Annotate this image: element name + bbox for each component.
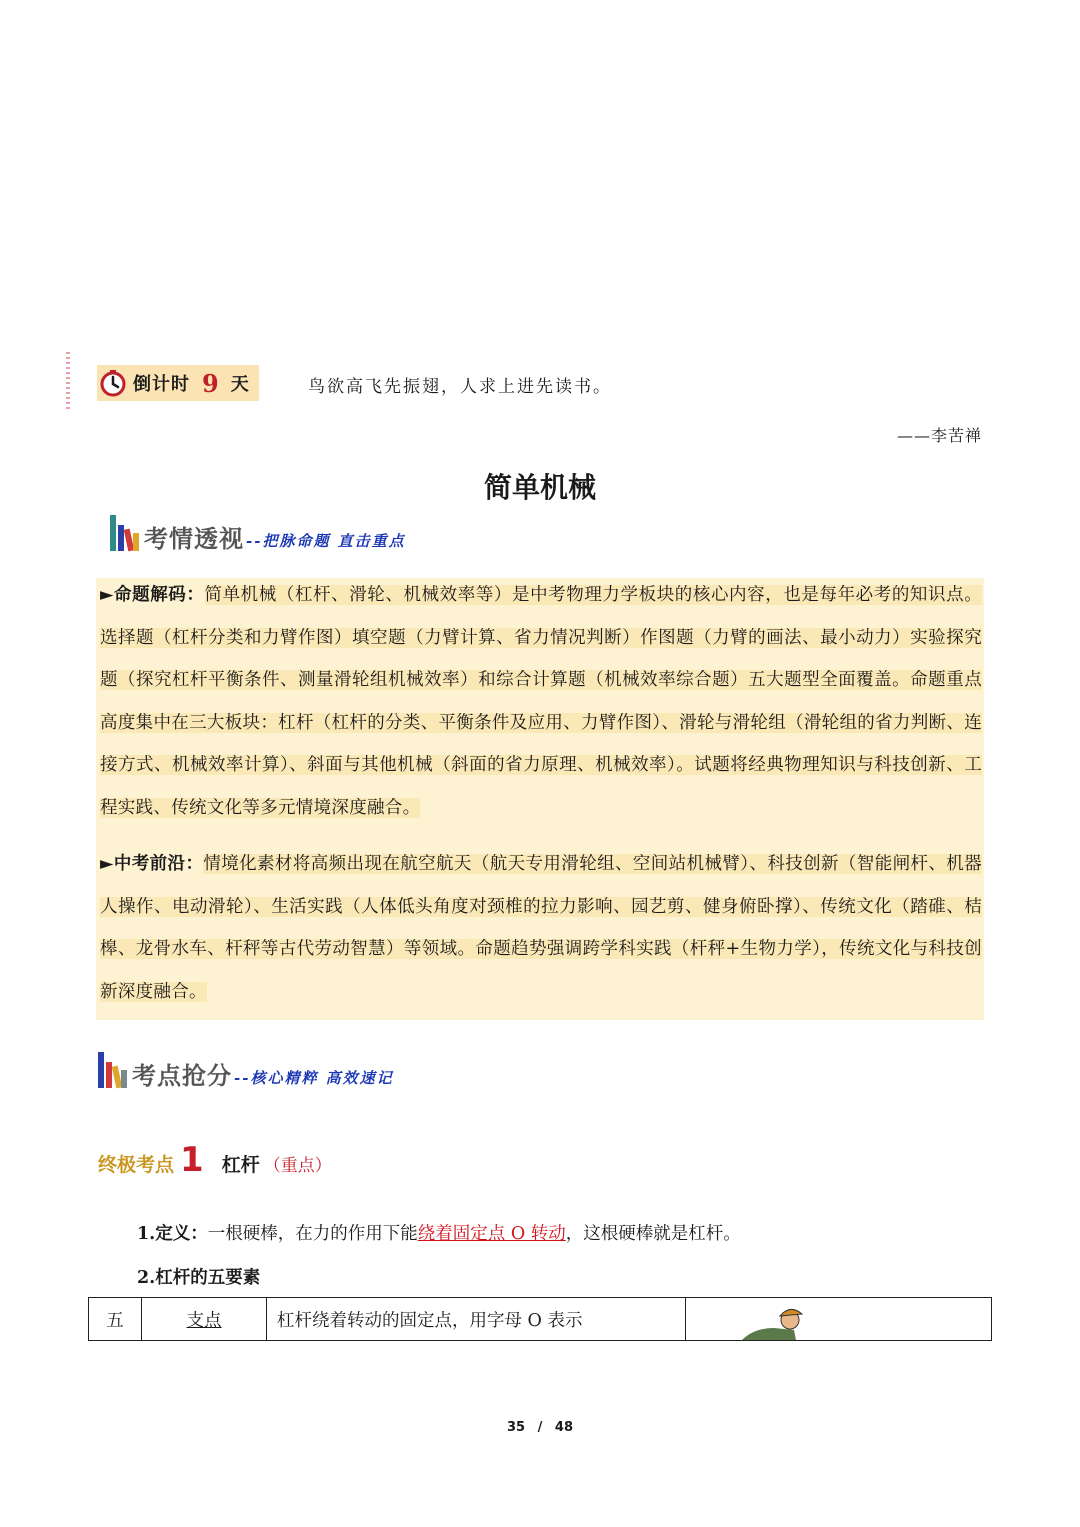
motto-quote: 鸟欲高飞先振翅，人求上进先读书。 (308, 377, 612, 397)
page-total: 48 (554, 1420, 573, 1435)
keypoint-heading (98, 1140, 332, 1180)
keypoint-name: 杠杆 (221, 1154, 260, 1176)
section-title: 考情透视 (144, 525, 244, 553)
keypoint-label: 终极考点 (98, 1154, 175, 1176)
section-subtitle: --核心精粹 高效速记 (234, 1069, 394, 1087)
definition-text-before: 一根硬棒，在力的作用下能 (207, 1224, 418, 1244)
motto-author: ——李苦禅 (896, 426, 982, 445)
definition-text-after: ，这根硬棒就是杠杆。 (565, 1224, 741, 1244)
table-cell-term (142, 1298, 267, 1341)
page-number (0, 1420, 1080, 1435)
table-row (89, 1298, 992, 1341)
para-text: 情境化素材将高频出现在航空航天（航天专用滑轮组、空间站机械臂）、科技创新（智能闸杆、机器人操作、电动滑轮）、生活实践（人体低头角度对颈椎的拉力影响、园艺剪、健身俯卧撑）、传统文化（踏碓、桔槔、龙骨水车、杆秤等古代劳动智慧）等领域。命题趋势强调跨学科实践（杆秤+生物力学），传统文化与科技创新深度融合。 (100, 854, 982, 1002)
lever-definition (137, 1220, 741, 1245)
para-text: 简单机械（杠杆、滑轮、机械效率等）是中考物理力学板块的核心内容，也是每年必考的知识点。选择题（杠杆分类和力臂作图）填空题（力臂计算、省力情况判断）作图题（力臂的画法、最小动力）实验探究题（探究杠杆平衡条件、测量滑轮组机械效率）和综合计算题（机械效率综合题）五大题型全面覆盖。命题重点高度集中在三大板块：杠杆（杠杆的分类、平衡条件及应用、力臂作图）、滑轮与滑轮组（滑轮组的省力判断、连接方式、机械效率计算）、斜面与其他机械（斜面的省力原理、机械效率）。试题将经典物理知识与科技创新、工程实践、传统文化等多元情境深度融合。 (100, 585, 982, 818)
keypoint-number: 1 (180, 1140, 204, 1180)
definition-label: 1.定义： (137, 1224, 208, 1244)
clock-icon (99, 369, 127, 397)
countdown-badge (97, 365, 259, 401)
table-cell-illustration (686, 1298, 992, 1341)
keypoint-tag: （重点） (263, 1156, 332, 1176)
para-exam-frontier (100, 843, 982, 1013)
margin-decoration (66, 352, 70, 410)
countdown-prefix: 倒计时 (133, 374, 190, 395)
section-title: 考点抢分 (132, 1062, 232, 1090)
section-heading-keypoints (96, 1050, 394, 1090)
para-label: ►命题解码： (100, 585, 205, 605)
para-proposition-decode (100, 574, 982, 829)
books-icon (108, 513, 142, 553)
definition-highlight: 绕着固定点 O 转动 (417, 1224, 566, 1244)
page-separator: / (537, 1420, 543, 1435)
table-cell-group: 五 (89, 1298, 142, 1341)
para-label: ►中考前沿： (100, 854, 204, 874)
countdown-number: 9 (202, 368, 219, 398)
table-cell-description: 杠杆绕着转动的固定点，用字母 O 表示 (267, 1298, 686, 1341)
page-current: 35 (507, 1420, 526, 1435)
term-fulcrum: 支点 (186, 1310, 222, 1331)
worker-illustration (734, 1298, 814, 1340)
page-title: 简单机械 (483, 471, 596, 504)
section-heading-analysis (108, 513, 406, 553)
books-icon (96, 1050, 130, 1090)
five-elements-heading: 2.杠杆的五要素 (137, 1268, 261, 1288)
countdown-unit: 天 (230, 374, 249, 395)
five-elements-table (88, 1297, 992, 1341)
section-subtitle: --把脉命题 直击重点 (246, 532, 406, 550)
